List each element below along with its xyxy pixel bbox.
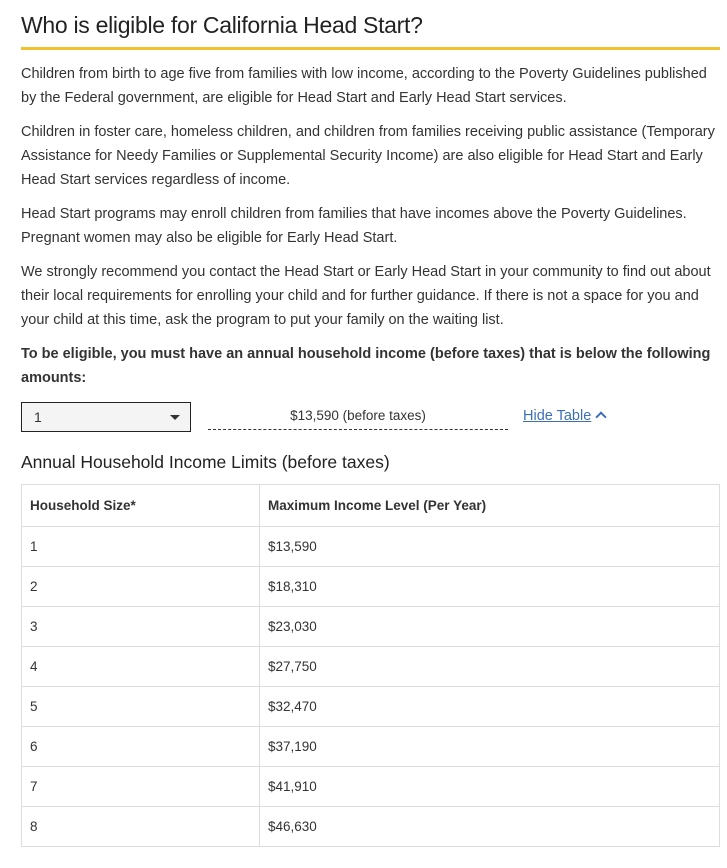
table-row bbox=[22, 527, 720, 567]
max-income-cell: $46,630 bbox=[260, 807, 720, 847]
table-row bbox=[22, 687, 720, 727]
header-household-size: Household Size* bbox=[22, 485, 260, 527]
max-income-cell: $13,590 bbox=[260, 527, 720, 567]
selected-value: 1 bbox=[34, 409, 42, 425]
max-income-cell: $23,030 bbox=[260, 607, 720, 647]
paragraph-recommendation: We strongly recommend you contact the Head Start or Early Head Start in your community to find out about their local requirements for enrolling your child and for further guidance. If there is not a space for you and your child at this time, ask the program to put your family on the waiting list. bbox=[21, 264, 711, 328]
max-income-cell: $27,750 bbox=[260, 647, 720, 687]
max-income-cell: $32,470 bbox=[260, 687, 720, 727]
header-max-income: Maximum Income Level (Per Year) bbox=[260, 485, 720, 527]
table-row bbox=[22, 767, 720, 807]
paragraph-income: Children from birth to age five from families with low income, according to the Poverty Guidelines published by the Federal government, are eligible for Head Start and Early Head Start services. bbox=[21, 66, 707, 106]
table-row bbox=[22, 727, 720, 767]
paragraph-above-guidelines: Head Start programs may enroll children from families that have incomes above the Poverty Guidelines. Pregnant women may also be eligible for Early Head Start. bbox=[21, 206, 687, 246]
household-size-select[interactable] bbox=[21, 402, 191, 432]
household-size-cell: 6 bbox=[22, 727, 260, 767]
household-size-cell: 7 bbox=[22, 767, 260, 807]
table-row bbox=[22, 807, 720, 847]
page-title: Who is eligible for California Head Start? bbox=[21, 12, 423, 38]
hide-table-link[interactable] bbox=[523, 408, 605, 424]
household-size-cell: 5 bbox=[22, 687, 260, 727]
household-size-cell: 1 bbox=[22, 527, 260, 567]
paragraph-categorical: Children in foster care, homeless children, and children from families receiving public assistance (Temporary Assistance for Needy Families or Supplemental Security Income) are also eligible for Head Start and Early Head Start services regardless of income. bbox=[21, 124, 715, 188]
hide-table-label: Hide Table bbox=[523, 408, 592, 424]
table-title: Annual Household Income Limits (before taxes) bbox=[21, 452, 390, 472]
table-row bbox=[22, 647, 720, 687]
income-amount: $13,590 (before taxes) bbox=[208, 408, 508, 430]
title-divider bbox=[21, 47, 720, 50]
table-row bbox=[22, 607, 720, 647]
max-income-cell: $37,190 bbox=[260, 727, 720, 767]
household-size-cell: 3 bbox=[22, 607, 260, 647]
chevron-up-icon bbox=[596, 411, 607, 422]
table-header-row bbox=[22, 485, 720, 527]
dropdown-caret-icon bbox=[170, 415, 180, 420]
max-income-cell: $18,310 bbox=[260, 567, 720, 607]
max-income-cell: $41,910 bbox=[260, 767, 720, 807]
eligibility-note: To be eligible, you must have an annual household income (before taxes) that is below the following amounts: bbox=[21, 346, 711, 386]
income-limits-table bbox=[21, 484, 720, 847]
table-row bbox=[22, 567, 720, 607]
household-size-cell: 2 bbox=[22, 567, 260, 607]
household-size-cell: 4 bbox=[22, 647, 260, 687]
household-size-cell: 8 bbox=[22, 807, 260, 847]
